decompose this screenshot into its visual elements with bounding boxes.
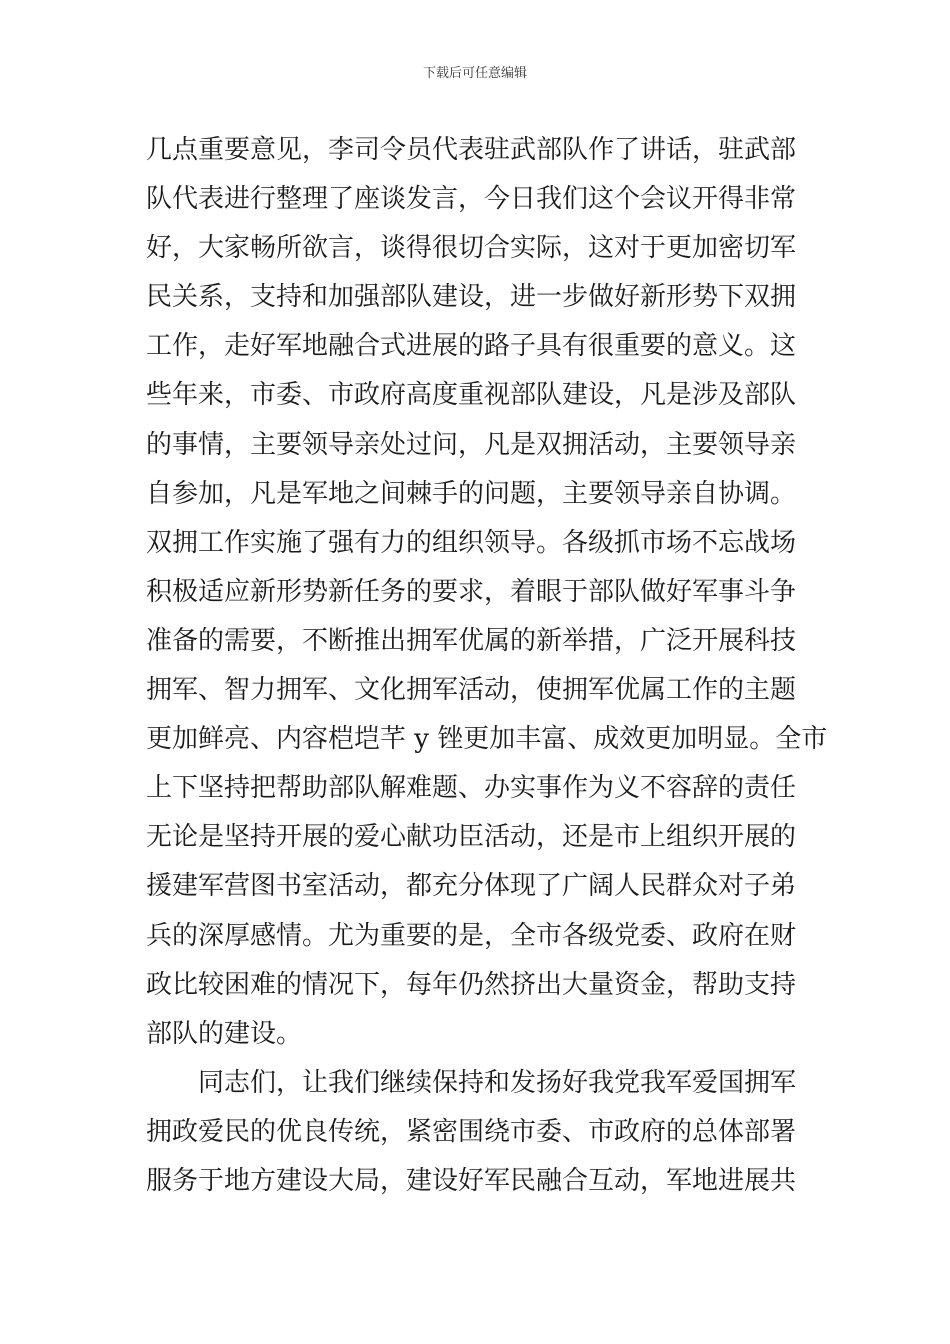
text-line: 些年来，市委、市政府高度重视部队建设，凡是涉及部队 <box>146 380 797 411</box>
text-line: 更加鲜亮、内容桤垲芊 y 锉更加丰富、成效更加明显。全市 <box>146 724 828 755</box>
text-line: 政比较困难的情况下，每年仍然挤出大量资金，帮助支持 <box>146 969 797 1000</box>
text-line: 队代表进行整理了座谈发言，今日我们这个会议开得非常 <box>146 184 797 215</box>
text-line: 自参加，凡是军地之间棘手的问题，主要领导亲自协调。 <box>146 478 797 509</box>
text-line: 双拥工作实施了强有力的组织领导。各级抓市场不忘战场 <box>146 527 797 558</box>
text-line: 部队的建设。 <box>146 1018 303 1049</box>
page-header: 下载后可任意编辑 <box>422 66 527 81</box>
text-line: 拥军、智力拥军、文化拥军活动，使拥军优属工作的主题 <box>146 675 797 706</box>
text-line: 几点重要意见，李司令员代表驻武部队作了讲话，驻武部 <box>146 135 797 165</box>
text-line: 的事情，主要领导亲处过问，凡是双拥活动，主要领导亲 <box>146 429 797 460</box>
paragraph-2 <box>146 1059 816 1206</box>
paragraph-1 <box>146 126 828 1059</box>
text-line: 服务于地方建设大局，建设好军民融合互动，军地进展共 <box>146 1165 797 1196</box>
text-line: 兵的深厚感情。尤为重要的是，全市各级党委、政府在财 <box>146 920 797 951</box>
text-line: 好，大家畅所欲言，谈得很切合实际，这对于更加密切军 <box>146 233 797 264</box>
text-line: 援建军营图书室活动，都充分体现了广阔人民群众对子弟 <box>146 871 797 902</box>
text-line: 准备的需要，不断推出拥军优属的新举措，广泛开展科技 <box>146 625 797 656</box>
text-line: 工作，走好军地融合式进展的路子具有很重要的意义。这 <box>146 331 797 362</box>
text-line: 同志们，让我们继续保持和发扬好我党我军爱国拥军 <box>198 1067 797 1098</box>
text-line: 上下坚持把帮助部队解难题、办实事作为义不容辞的责任 <box>146 773 797 804</box>
text-line: 民关系，支持和加强部队建设，进一步做好新形势下双拥 <box>146 282 797 313</box>
text-line: 积极适应新形势新任务的要求，着眼于部队做好军事斗争 <box>146 576 797 607</box>
body-text <box>146 126 828 1206</box>
text-line: 无论是坚持开展的爱心献功臣活动，还是市上组织开展的 <box>146 822 797 853</box>
text-line: 拥政爱民的优良传统，紧密围绕市委、市政府的总体部署 <box>146 1116 797 1147</box>
